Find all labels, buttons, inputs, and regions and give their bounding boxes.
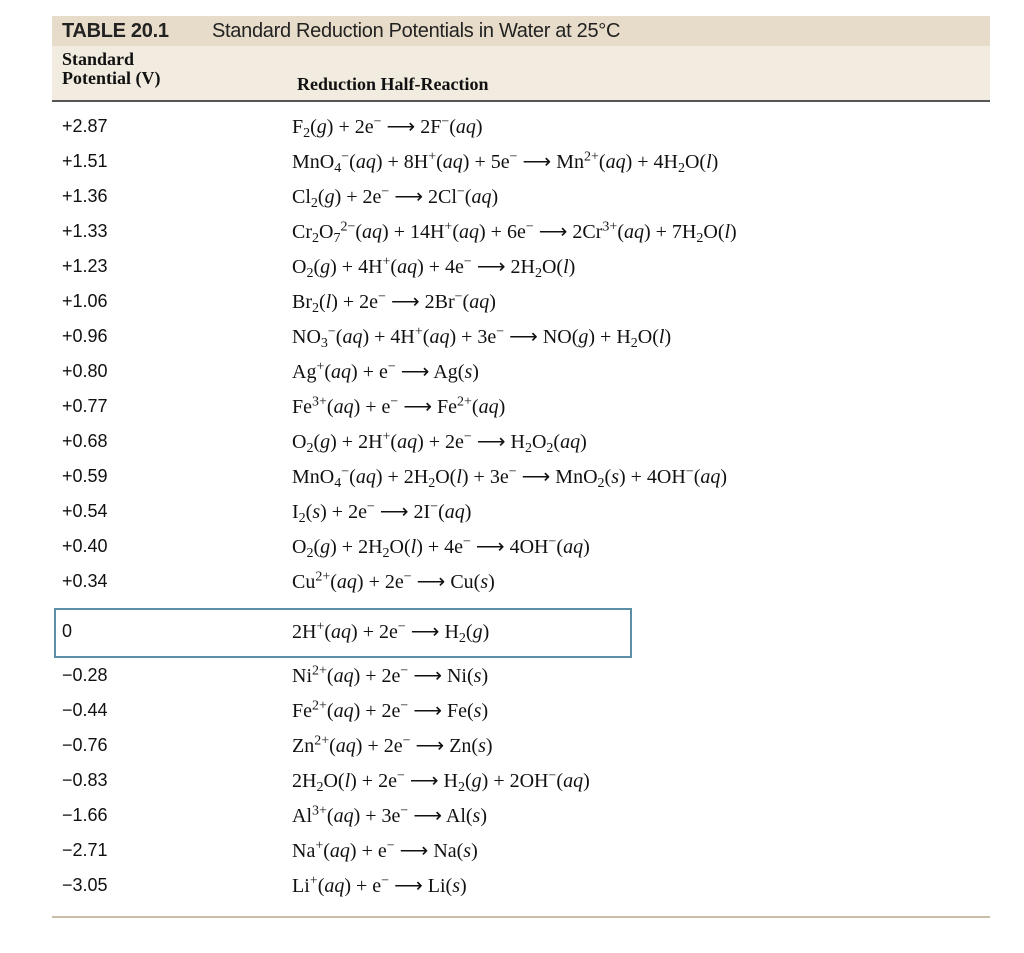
standard-potential-value: −3.05 [62,875,108,895]
table-row [52,696,990,729]
table-row [52,427,990,460]
table-row [52,322,990,355]
table-bottom-rule [52,916,990,918]
standard-potential-value: +0.54 [62,501,108,521]
table-row [52,147,990,180]
standard-potential-value: −0.76 [62,735,108,755]
table-row [52,462,990,495]
standard-potential-value: +0.34 [62,571,108,591]
table-row [52,287,990,320]
half-reaction: $O_2(g) + 2H_2O(l) + 4e^-$ ⟶ 4OH−(aq) [292,534,590,562]
half-reaction: $Cl_2(g) + 2e^-$ ⟶ 2Cl−(aq) [292,184,499,212]
table-row [52,871,990,904]
column-header-reaction: Reduction Half-Reaction [297,74,489,94]
reduction-potentials-table [52,16,990,897]
standard-potential-value: +1.06 [62,291,108,311]
half-reaction: $O_2(g) + 4H^+(aq) + 4e^-$ ⟶ $2H_2O(l)$ [292,254,576,282]
column-header-potential [62,50,160,88]
half-reaction: $Cu^{2+}(aq) + 2e^-$ ⟶ Cu(s) [292,569,495,593]
standard-potential-value: +1.33 [62,221,108,241]
standard-potential-value: +1.23 [62,256,108,276]
half-reaction: MnO$_4$−(aq) + 8H+(aq) + 5e− ⟶ $Mn^{2+}(aq) + 4H_2O(l)$ [292,149,719,177]
half-reaction: $Zn^{2+}(aq) + 2e^-$ ⟶ Zn(s) [292,733,493,757]
half-reaction: 2H+(aq) + 2e− ⟶ $H_2(g)$ [292,619,490,647]
half-reaction: $MnO_4^-(aq) + 2H_2O(l) + 3e^-$ ⟶ MnO$_2$(s) + 4OH−(aq) [292,464,728,492]
column-header-potential-line1: Standard [62,49,135,69]
table-row [52,617,990,650]
half-reaction: $O_2(g) + 2H^+(aq) + 2e^-$ ⟶ $H_2O_2(aq)$ [292,429,587,457]
table-row [52,567,990,600]
table-row [52,357,990,390]
table-title: Standard Reduction Potentials in Water at 25°C [212,19,621,42]
table-row [52,532,990,565]
standard-potential-value: +0.96 [62,326,108,346]
table-title-bar [52,16,990,46]
standard-potential-value: +2.87 [62,116,108,136]
half-reaction: Ag+(aq) + e− ⟶ Ag(s) [292,359,479,383]
half-reaction: $Fe^{3+}(aq) + e^-$ ⟶ $Fe^{2+}(aq)$ [292,394,506,418]
standard-potential-value: −0.83 [62,770,108,790]
half-reaction: $Al^{3+}(aq) + 3e^-$ ⟶ Al(s) [292,803,488,827]
table-row [52,112,990,145]
standard-potential-value: +0.80 [62,361,108,381]
table-row [52,731,990,764]
half-reaction: Na+(aq) + e− ⟶ Na(s) [292,838,478,862]
half-reaction: $2H_2O(l) + 2e^-$ ⟶ $H_2(g) + 2OH^-(aq)$ [292,768,590,796]
half-reaction: $Br_2(l) + 2e^-$ ⟶ 2Br−(aq) [292,289,496,317]
half-reaction: $Ni^{2+}(aq) + 2e^-$ ⟶ Ni(s) [292,663,489,687]
standard-potential-value: +0.59 [62,466,108,486]
table-row [52,801,990,834]
table-row [52,661,990,694]
table-number: TABLE 20.1 [62,19,169,42]
standard-potential-value: −1.66 [62,805,108,825]
table-row [52,836,990,869]
half-reaction: $Fe^{2+}(aq) + 2e^-$ ⟶ Fe(s) [292,698,489,722]
table-header [52,46,990,102]
standard-potential-value: +1.36 [62,186,108,206]
table-row [52,497,990,530]
half-reaction: $NO_3^-(aq) + 4H^+(aq) + 3e^-$ ⟶ $NO(g) + H_2O(l)$ [292,324,672,352]
table-row [52,392,990,425]
standard-potential-value: −0.44 [62,700,108,720]
half-reaction: Li+(aq) + e− ⟶ Li(s) [292,873,467,897]
table-row [52,252,990,285]
standard-potential-value: +0.40 [62,536,108,556]
column-header-potential-line2: Potential (V) [62,68,161,88]
standard-potential-value: 0 [62,621,73,641]
table-row [52,766,990,799]
half-reaction: $F_2(g) + 2e^-$ ⟶ 2F−(aq) [292,114,483,142]
table-row [52,182,990,215]
half-reaction: $I_2(s) + 2e^-$ ⟶ 2I−(aq) [292,499,472,527]
standard-potential-value: +1.51 [62,151,108,171]
table-row [52,217,990,250]
half-reaction: $Cr_2O_7^{2-}(aq) + 14H^+(aq) + 6e^-$ ⟶ $2Cr^{3+}(aq) + 7H_2O(l)$ [292,219,737,247]
standard-potential-value: −0.28 [62,665,108,685]
standard-potential-value: +0.68 [62,431,108,451]
standard-potential-value: +0.77 [62,396,108,416]
standard-potential-value: −2.71 [62,840,108,860]
